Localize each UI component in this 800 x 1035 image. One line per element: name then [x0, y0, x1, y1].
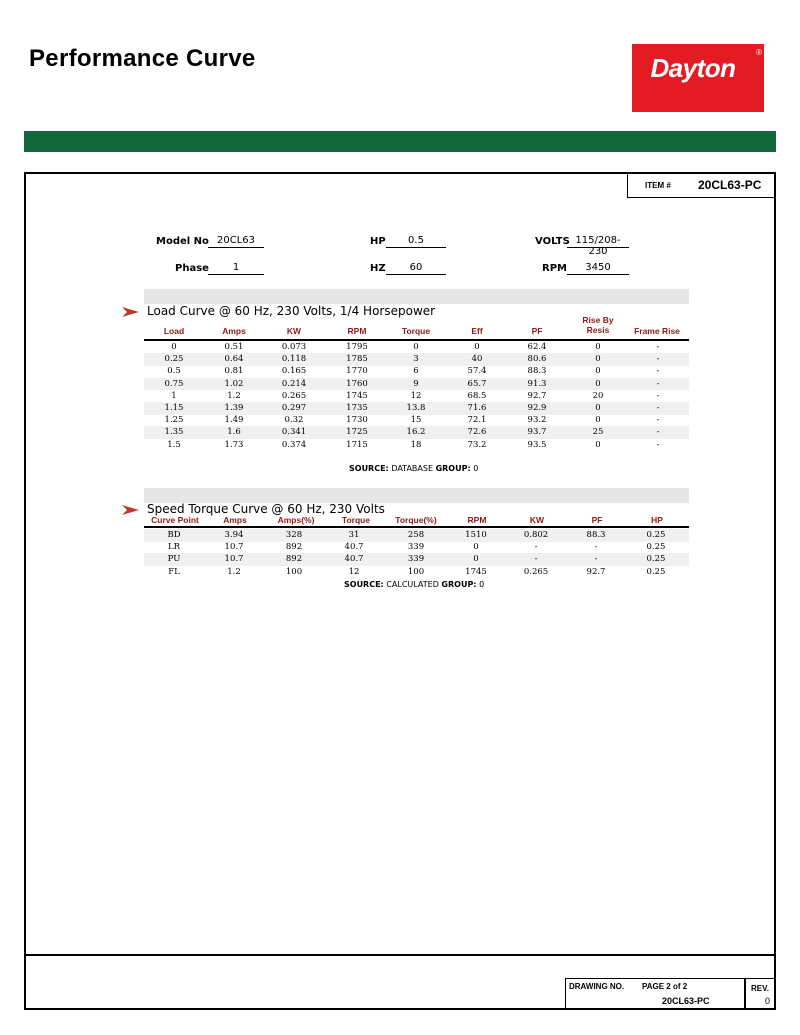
load-curve-cell: 80.6	[527, 354, 547, 365]
load-hdr-pf: PF	[531, 326, 543, 336]
load-curve-cell: 0.374	[281, 439, 307, 450]
load-curve-cell: 88.3	[527, 366, 547, 377]
speed-torque-cell: 40.7	[344, 554, 364, 565]
speed-torque-cell: 1510	[465, 530, 487, 540]
speed-torque-cell: 10.7	[224, 554, 244, 565]
load-curve-row	[144, 353, 689, 366]
load-curve-cell: 0.165	[281, 366, 307, 377]
load-curve-cell: 93.2	[527, 415, 547, 426]
load-curve-row	[144, 414, 689, 427]
load-curve-arrow-icon	[122, 306, 140, 318]
load-curve-cell: 3	[413, 354, 419, 365]
speed-torque-row	[144, 529, 689, 542]
speed-torque-row	[144, 566, 689, 579]
rpm-value: 3450	[567, 262, 629, 275]
load-curve-cell: -	[656, 366, 660, 377]
phase-value: 1	[208, 262, 264, 275]
st-hdr-hp: HP	[651, 515, 663, 525]
load-curve-row	[144, 341, 689, 354]
load-curve-cell: 16.2	[406, 427, 426, 438]
load-hdr-kw: KW	[286, 326, 302, 336]
load-curve-cell: 0.341	[281, 427, 307, 438]
load-curve-cell: 6	[413, 366, 419, 377]
st-hdr-rpm: RPM	[467, 515, 487, 525]
load-curve-cell: 0.073	[281, 342, 307, 352]
load-curve-cell: 62.4	[527, 342, 547, 352]
load-hdr-frame-rise: Frame Rise	[634, 326, 680, 336]
st-hdr-curve-point: Curve Point	[151, 515, 199, 525]
green-header-band	[24, 131, 776, 152]
st-source-label: SOURCE:	[344, 580, 384, 589]
load-curve-cell: 1.02	[224, 378, 244, 389]
logo-text: Dayton	[650, 53, 736, 83]
load-curve-cell: 57.4	[467, 366, 487, 377]
load-curve-cell: 13.8	[406, 403, 426, 413]
hz-label: HZ	[370, 263, 386, 274]
load-hdr-amps: Amps	[222, 326, 246, 336]
load-curve-cell: 0	[595, 366, 601, 377]
speed-torque-cell: 0.25	[646, 542, 666, 553]
load-curve-cell: 1725	[346, 427, 368, 438]
volts-value: 115/208-230	[567, 235, 629, 248]
item-label: ITEM #	[645, 181, 671, 190]
load-curve-cell: 1.39	[224, 403, 244, 413]
speed-torque-cell: 1.2	[227, 566, 241, 577]
speed-torque-cell: 0.25	[646, 530, 666, 540]
load-curve-cell: 1760	[346, 378, 368, 389]
load-curve-source	[349, 464, 478, 473]
registered-mark: ®	[756, 48, 762, 57]
load-curve-cell: 65.7	[467, 378, 487, 389]
load-curve-row	[144, 426, 689, 439]
page-title: Performance Curve	[29, 45, 256, 72]
hp-label: HP	[370, 236, 386, 247]
st-group-value: 0	[479, 580, 485, 589]
speed-torque-title: Speed Torque Curve @ 60 Hz, 230 Volts	[147, 502, 385, 516]
speed-torque-row	[144, 553, 689, 566]
speed-torque-row	[144, 541, 689, 554]
load-hdr-eff: Eff	[471, 326, 483, 336]
load-curve-cell: 1735	[346, 403, 368, 413]
speed-torque-cell: PU	[167, 554, 181, 565]
load-curve-cell: 1.35	[164, 427, 184, 438]
load-curve-cell: 0	[595, 415, 601, 426]
speed-torque-cell: 31	[348, 530, 360, 540]
speed-torque-cell: 0.265	[523, 566, 549, 577]
load-curve-cell: -	[656, 427, 660, 438]
st-hdr-torque-pct: Torque(%)	[395, 515, 437, 525]
speed-torque-cell: 100	[285, 566, 303, 577]
load-curve-cell: 1770	[346, 366, 368, 377]
load-curve-cell: 0.81	[224, 366, 244, 377]
load-curve-band	[144, 289, 689, 304]
speed-torque-cell: LR	[167, 542, 181, 553]
load-curve-cell: 73.2	[467, 439, 487, 450]
load-curve-cell: 18	[410, 439, 422, 450]
st-hdr-torque: Torque	[341, 515, 371, 525]
load-curve-cell: 71.6	[467, 403, 487, 413]
load-curve-cell: 0	[595, 378, 601, 389]
load-hdr-torque: Torque	[401, 326, 431, 336]
load-curve-cell: 72.1	[467, 415, 487, 426]
load-curve-cell: -	[656, 354, 660, 365]
load-curve-cell: 0.5	[167, 366, 181, 377]
speed-torque-cell: 0	[473, 542, 479, 553]
speed-torque-source	[344, 580, 484, 589]
st-hdr-amps: Amps	[223, 515, 247, 525]
load-curve-cell: 0	[595, 439, 601, 450]
item-value: 20CL63-PC	[698, 178, 762, 192]
speed-torque-cell: -	[534, 542, 538, 553]
load-source-value: DATABASE	[391, 464, 434, 473]
load-curve-cell: 1715	[346, 439, 368, 450]
hz-value: 60	[386, 262, 446, 275]
load-curve-cell: -	[656, 378, 660, 389]
load-curve-cell: 0.64	[224, 354, 244, 365]
rev-value: 0	[765, 996, 771, 1006]
speed-torque-cell: 100	[407, 566, 425, 577]
load-curve-cell: 1.2	[227, 390, 241, 401]
st-header-rule	[144, 526, 689, 528]
model-value: 20CL63	[208, 235, 264, 248]
st-hdr-amps-pct: Amps(%)	[277, 515, 315, 525]
load-curve-cell: 1745	[346, 390, 368, 401]
load-curve-cell: 1.5	[167, 439, 181, 450]
load-curve-cell: 91.3	[527, 378, 547, 389]
load-curve-cell: 0.75	[164, 378, 184, 389]
st-source-value: CALCULATED	[386, 580, 439, 589]
load-curve-cell: 1.25	[164, 415, 184, 426]
load-curve-cell: 15	[410, 415, 422, 426]
load-curve-cell: 0.297	[281, 403, 307, 413]
volts-label: VOLTS	[535, 236, 570, 247]
load-curve-cell: 72.6	[467, 427, 487, 438]
load-curve-cell: 1.73	[224, 439, 244, 450]
load-hdr-rpm: RPM	[347, 326, 367, 336]
load-curve-cell: -	[656, 415, 660, 426]
load-curve-cell: 0	[413, 342, 419, 352]
load-curve-cell: 1.49	[224, 415, 244, 426]
load-curve-cell: 1730	[346, 415, 368, 426]
speed-torque-cell: 0.802	[523, 530, 549, 540]
model-label: Model No	[156, 236, 209, 247]
speed-torque-cell: 0.25	[646, 566, 666, 577]
speed-torque-cell: -	[534, 554, 538, 565]
load-curve-row	[144, 402, 689, 415]
load-group-label: GROUP:	[435, 464, 471, 473]
load-curve-cell: 25	[592, 427, 604, 438]
load-curve-row	[144, 390, 689, 403]
load-curve-cell: 0.32	[284, 415, 304, 426]
load-curve-cell: 0	[171, 342, 177, 352]
load-curve-cell: 20	[592, 390, 604, 401]
load-curve-cell: 1795	[346, 342, 368, 352]
load-curve-cell: 1.15	[164, 403, 184, 413]
title-block-divider	[744, 978, 746, 1008]
page-number: PAGE 2 of 2	[642, 982, 688, 991]
load-curve-cell: 92.7	[527, 390, 547, 401]
speed-torque-cell: 258	[407, 530, 425, 540]
load-curve-cell: 1	[171, 390, 177, 401]
rev-label: REV.	[751, 984, 769, 993]
speed-torque-arrow-icon	[122, 504, 140, 516]
speed-torque-cell: 0	[473, 554, 479, 565]
load-curve-cell: 1.6	[227, 427, 241, 438]
hp-value: 0.5	[386, 235, 446, 248]
speed-torque-cell: 12	[348, 566, 360, 577]
load-curve-cell: -	[656, 342, 660, 352]
speed-torque-band	[144, 488, 689, 503]
speed-torque-cell: -	[594, 554, 598, 565]
speed-torque-cell: 3.94	[224, 530, 244, 540]
load-curve-cell: 1785	[346, 354, 368, 365]
speed-torque-cell: BD	[167, 530, 181, 540]
load-curve-cell: 0	[474, 342, 480, 352]
load-curve-cell: 40	[471, 354, 483, 365]
load-curve-row	[144, 439, 689, 452]
dayton-logo	[632, 44, 764, 112]
load-curve-cell: -	[656, 403, 660, 413]
load-curve-cell: 93.5	[527, 439, 547, 450]
load-group-value: 0	[473, 464, 479, 473]
load-curve-row	[144, 365, 689, 378]
drawing-no-label: DRAWING NO.	[569, 982, 625, 991]
st-group-label: GROUP:	[441, 580, 477, 589]
load-source-label: SOURCE:	[349, 464, 389, 473]
phase-label: Phase	[175, 263, 209, 274]
speed-torque-cell: 0.25	[646, 554, 666, 565]
load-curve-cell: -	[656, 390, 660, 401]
load-curve-cell: 0	[595, 354, 601, 365]
load-curve-cell: 0.51	[224, 342, 244, 352]
speed-torque-cell: 328	[285, 530, 303, 540]
speed-torque-cell: 10.7	[224, 542, 244, 553]
speed-torque-cell: 40.7	[344, 542, 364, 553]
load-curve-cell: 0.214	[281, 378, 307, 389]
load-hdr-load: Load	[163, 326, 185, 336]
load-curve-cell: 0	[595, 342, 601, 352]
load-curve-cell: 0.25	[164, 354, 184, 365]
load-curve-cell: 9	[413, 378, 419, 389]
load-curve-cell: 93.7	[527, 427, 547, 438]
st-hdr-kw: KW	[529, 515, 545, 525]
speed-torque-cell: 892	[285, 542, 303, 553]
load-curve-cell: 0.265	[281, 390, 307, 401]
drawing-no-value: 20CL63-PC	[662, 996, 710, 1006]
load-curve-cell: 12	[410, 390, 422, 401]
frame-divider	[24, 954, 776, 956]
load-curve-cell: 92.9	[527, 403, 547, 413]
speed-torque-cell: 88.3	[586, 530, 606, 540]
load-hdr-rise-by-resis: Rise By Resis	[582, 315, 614, 335]
speed-torque-cell: FL	[168, 566, 180, 577]
speed-torque-cell: 339	[407, 554, 425, 565]
load-curve-cell: 68.5	[467, 390, 487, 401]
load-curve-row	[144, 378, 689, 391]
speed-torque-cell: 1745	[465, 566, 487, 577]
load-curve-cell: -	[656, 439, 660, 450]
speed-torque-cell: 339	[407, 542, 425, 553]
st-hdr-pf: PF	[591, 515, 603, 525]
speed-torque-cell: -	[594, 542, 598, 553]
load-curve-title: Load Curve @ 60 Hz, 230 Volts, 1/4 Horsepower	[147, 304, 436, 318]
rpm-label: RPM	[542, 263, 567, 274]
load-curve-cell: 0.118	[281, 354, 307, 365]
speed-torque-cell: 892	[285, 554, 303, 565]
load-curve-cell: 0	[595, 403, 601, 413]
speed-torque-cell: 92.7	[586, 566, 606, 577]
